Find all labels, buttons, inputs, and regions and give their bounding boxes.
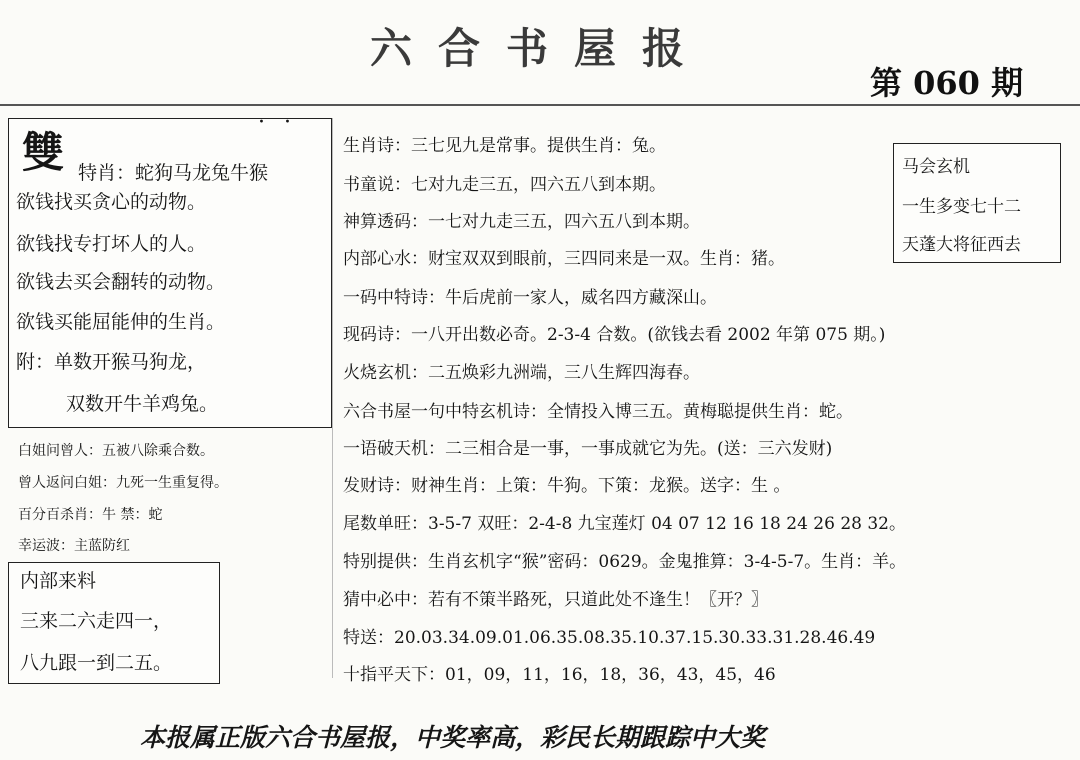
main-line-7: 六合书屋一句中特玄机诗：全情投入博三五。黄梅聪提供生肖：蛇。 [343, 402, 853, 422]
riddle-line-2: 欲钱找专打坏人的人。 [16, 233, 207, 255]
riddle-line-4: 欲钱买能屈能伸的生肖。 [16, 311, 226, 333]
main-line-6: 火烧玄机：二五焕彩九洲端，三八生辉四海春。 [343, 363, 700, 383]
header-divider [0, 104, 1080, 106]
main-line-11: 特别提供：生肖玄机字“猴”密码：0629。金鬼推算：3-4-5-7。生肖：羊。 [343, 552, 907, 572]
main-line-5: 现码诗：一八开出数必奇。2-3-4 合数。(欲钱去看 2002 年第 075 期。) [343, 325, 886, 345]
info-line-3: 百分百杀肖：牛 禁：蛇 [18, 507, 163, 523]
info-line-2: 曾人返问白姐：九死一生重复得。 [18, 475, 228, 491]
footer-slogan: 本报属正版六合书屋报，中奖率高，彩民长期跟踪中大奖 [140, 723, 766, 752]
internal-material-title: 内部来料 [20, 570, 97, 592]
horse-mystery-title: 马会玄机 [902, 157, 970, 177]
internal-material-line-1: 三来二六走四一， [20, 610, 173, 632]
riddle-line-3: 欲钱去买会翻转的动物。 [16, 271, 226, 293]
internal-material-line-2: 八九跟一到二五。 [20, 652, 173, 674]
decorative-dots: · · [258, 110, 297, 135]
riddle-line-1: 欲钱找买贪心的动物。 [16, 191, 207, 213]
main-line-4: 一码中特诗：牛后虎前一家人，威名四方藏深山。 [343, 288, 717, 308]
main-line-2: 神算透码：一七对九走三五，四六五八到本期。 [343, 212, 700, 232]
main-line-14: 十指平天下：01，09，11，16，18，36，43，45，46 [343, 665, 776, 685]
info-line-1: 白姐问曾人：五被八除乘合数。 [18, 443, 214, 459]
issue-number: 第 060 期 [870, 64, 1024, 102]
info-line-4: 幸运波：主蓝防红 [18, 538, 130, 554]
main-line-0: 生肖诗：三七见九是常事。提供生肖：兔。 [343, 136, 666, 156]
appendix-line-2: 双数开牛羊鸡兔。 [66, 393, 219, 415]
double-character: 雙 [22, 128, 65, 177]
main-line-13: 特送：20.03.34.09.01.06.35.08.35.10.37.15.30.33.31.28.46.49 [343, 628, 876, 648]
main-line-9: 发财诗：财神生肖：上策：牛狗。下策：龙猴。送字：生 。 [343, 476, 791, 496]
horse-mystery-line-2: 天蓬大将征西去 [902, 235, 1021, 255]
main-line-8: 一语破天机：二三相合是一事，一事成就它为先。(送：三六发财) [343, 439, 833, 459]
main-line-12: 猜中必中：若有不策半路死，只道此处不逢生！〖开？〗 [343, 590, 768, 610]
column-divider [332, 118, 333, 678]
horse-mystery-line-1: 一生多变七十二 [902, 197, 1021, 217]
special-zodiac-line: 特肖：蛇狗马龙兔牛猴 [78, 162, 269, 184]
masthead-title: 六合书屋报 [369, 24, 710, 73]
appendix-line-1: 附：单数开猴马狗龙， [16, 351, 207, 373]
main-line-1: 书童说：七对九走三五，四六五八到本期。 [343, 175, 666, 195]
main-line-10: 尾数单旺：3-5-7 双旺：2-4-8 九宝莲灯 04 07 12 16 18 24 26 28 32。 [343, 514, 906, 534]
main-line-3: 内部心水：财宝双双到眼前，三四同来是一双。生肖：猪。 [343, 249, 785, 269]
